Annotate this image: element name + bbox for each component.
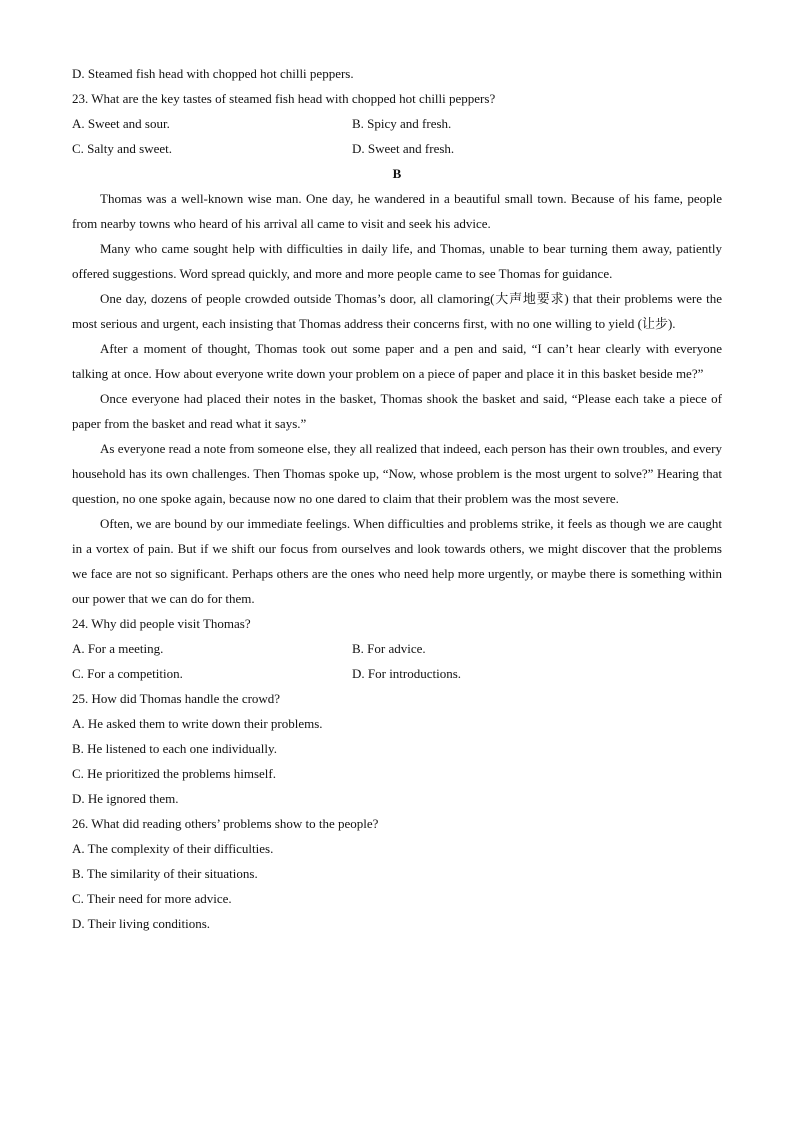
passage-paragraph-1: Thomas was a well-known wise man. One day, he wandered in a beautiful small town. Because of his fame, people from nearby towns who heard of his arrival all came to visit and seek his advice. <box>72 191 722 231</box>
q25-option-b: B. He listened to each one individually. <box>72 741 277 756</box>
passage-paragraph-3: One day, dozens of people crowded outside Thomas’s door, all clamoring(大声地要求) that their problems were the most serious and urgent, each insisting that Thomas address their concerns first, with no one willing to yield (让步). <box>72 291 722 331</box>
q26-option-d: D. Their living conditions. <box>72 916 211 931</box>
q25-question: 25. How did Thomas handle the crowd? <box>72 691 281 706</box>
q23-option-b: B. Spicy and fresh. <box>352 116 452 131</box>
q23-question: 23. What are the key tastes of steamed fish head with chopped hot chilli peppers? <box>72 91 496 106</box>
q24-option-b: B. For advice. <box>352 641 426 656</box>
q22-option-d: D. Steamed fish head with chopped hot chilli peppers. <box>72 66 354 81</box>
q26-option-b: B. The similarity of their situations. <box>72 866 258 881</box>
passage-paragraph-4: After a moment of thought, Thomas took out some paper and a pen and said, “I can’t hear clearly with everyone talking at once. How about everyone write down your problem on a piece of paper and place it in this basket beside me?” <box>72 341 722 381</box>
passage-paragraph-6: As everyone read a note from someone else, they all realized that indeed, each person has their own troubles, and every household has its own challenges. Then Thomas spoke up, “Now, whose problem is the most urgent to solve?” Hearing that question, no one spoke again, because now no one dared to claim that their problem was the most severe. <box>72 441 722 506</box>
passage-paragraph-2: Many who came sought help with difficulties in daily life, and Thomas, unable to bear turning them away, patiently offered suggestions. Word spread quickly, and more and more people came to see Thomas for guidance. <box>72 241 722 281</box>
q24-options-row-2 <box>72 661 722 686</box>
section-label: B <box>392 166 402 181</box>
q24-option-c: C. For a competition. <box>72 666 183 681</box>
q23-options-row-1 <box>72 111 722 136</box>
passage-paragraph-5: Once everyone had placed their notes in the basket, Thomas shook the basket and said, “Please each take a piece of paper from the basket and read what it says.” <box>72 391 722 431</box>
q23-options-row-2 <box>72 136 722 161</box>
q24-option-d: D. For introductions. <box>352 666 462 681</box>
q24-question: 24. Why did people visit Thomas? <box>72 616 251 631</box>
q25-option-c: C. He prioritized the problems himself. <box>72 766 276 781</box>
q26-option-a: A. The complexity of their difficulties. <box>72 841 274 856</box>
q26-question: 26. What did reading others’ problems show to the people? <box>72 816 379 831</box>
q23-option-a: A. Sweet and sour. <box>72 116 170 131</box>
q25-option-a: A. He asked them to write down their problems. <box>72 716 323 731</box>
q23-option-c: C. Salty and sweet. <box>72 141 173 156</box>
passage-paragraph-7: Often, we are bound by our immediate feelings. When difficulties and problems strike, it feels as though we are caught in a vortex of pain. But if we shift our focus from ourselves and look towards others, we might discover that the problems we face are not so significant. Perhaps others are the ones who need help more urgently, or maybe there is something within our power that we can do for them. <box>72 516 722 606</box>
q24-options-row-1 <box>72 636 722 661</box>
q24-option-a: A. For a meeting. <box>72 641 164 656</box>
q23-option-d: D. Sweet and fresh. <box>352 141 455 156</box>
q26-option-c: C. Their need for more advice. <box>72 891 232 906</box>
document-page <box>72 61 722 936</box>
q25-option-d: D. He ignored them. <box>72 791 179 806</box>
